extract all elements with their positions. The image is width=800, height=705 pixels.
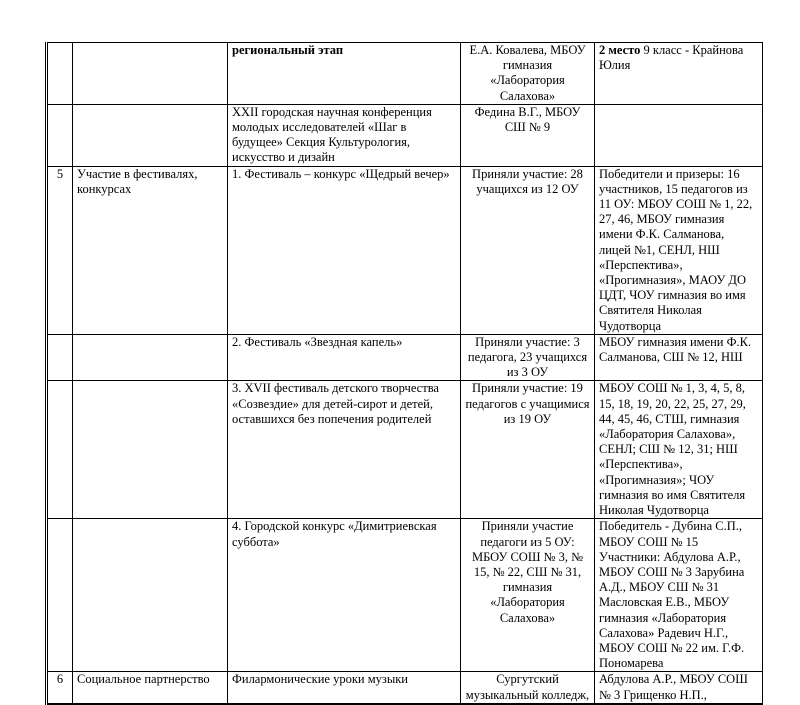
row-number [47,381,73,519]
result-cell: Победитель - Дубина С.П., МБОУ СОШ № 15 Участники: Абдулова А.Р., МБОУ СОШ № 3 Зарубина А.Д., МБОУ СШ № 31 Масловская Е.В., МБОУ гимназия «Лаборатория Салахова» Радевич Н.Г., МБОУ СОШ № 22 им. Г.Ф. Пономарева [595,519,763,672]
table-row [47,334,763,381]
row-number [47,104,73,166]
event-cell: 4. Городской конкурс «Димитриевская суббота» [228,519,461,672]
event-cell [228,43,461,105]
table-row [47,672,763,704]
result-cell: Абдулова А.Р., МБОУ СОШ № 3 Грищенко Н.П., [595,672,763,704]
result-cell: Победители и призеры: 16 участников, 15 педагогов из 11 ОУ: МБОУ СОШ № 1, 22, 27, 46, МБОУ гимназия имени Ф.К. Салманова, лицей №1, СЕНЛ, НШ «Перспектива», «Прогимназия», МАОУ ДО ЦДТ, ЧОУ гимназия во имя Святителя Николая Чудотворца [595,166,763,334]
category-cell [73,519,228,672]
category-cell [73,334,228,381]
event-title: региональный этап [232,43,344,57]
result-cell [595,43,763,105]
report-table [45,42,763,705]
table-row [47,166,763,334]
event-cell: 1. Фестиваль – конкурс «Щедрый вечер» [228,166,461,334]
event-cell: Филармонические уроки музыки [228,672,461,704]
event-cell: XXII городская научная конференция молодых исследователей «Шаг в будущее» Секция Культурология, искусство и дизайн [228,104,461,166]
category-cell [73,381,228,519]
category-cell [73,43,228,105]
event-cell: 3. XVII фестиваль детского творчества «Созвездие» для детей-сирот и детей, оставшихся без попечения родителей [228,381,461,519]
participants-cell: Приняли участие: 28 учащихся из 12 ОУ [461,166,595,334]
participants-cell: Сургутский музыкальный колледж, [461,672,595,704]
category-cell: Социальное партнерство [73,672,228,704]
event-cell: 2. Фестиваль «Звездная капель» [228,334,461,381]
table-row [47,381,763,519]
participants-cell: Приняли участие педагоги из 5 ОУ: МБОУ СОШ № 3, № 15, № 22, СШ № 31, гимназия «Лаборатория Салахова» [461,519,595,672]
result-cell: МБОУ гимназия имени Ф.К. Салманова, СШ № 12, НШ [595,334,763,381]
category-cell [73,104,228,166]
participants-cell: Федина В.Г., МБОУ СШ № 9 [461,104,595,166]
row-number [47,43,73,105]
participants-cell: Приняли участие: 19 педагогов с учащимися из 19 ОУ [461,381,595,519]
table-row [47,519,763,672]
row-number: 6 [47,672,73,704]
row-number [47,519,73,672]
result-cell [595,104,763,166]
participants-cell: Е.А. Ковалева, МБОУ гимназия «Лаборатория Салахова» [461,43,595,105]
table-row [47,104,763,166]
table-row [47,43,763,105]
result-cell: МБОУ СОШ № 1, 3, 4, 5, 8, 15, 18, 19, 20, 22, 25, 27, 29, 44, 45, 46, СТШ, гимназия «Лаборатория Салахова», СЕНЛ; СШ № 12, 31; НШ «Перспектива», «Прогимназия»; ЧОУ гимназия во имя Святителя Николая Чудотворца [595,381,763,519]
result-place: 2 место [599,43,641,57]
result-text: 9 класс - Крайнова Юлия [599,43,744,73]
category-cell: Участие в фестивалях, конкурсах [73,166,228,334]
participants-cell: Приняли участие: 3 педагога, 23 учащихся из 3 ОУ [461,334,595,381]
row-number: 5 [47,166,73,334]
row-number [47,334,73,381]
